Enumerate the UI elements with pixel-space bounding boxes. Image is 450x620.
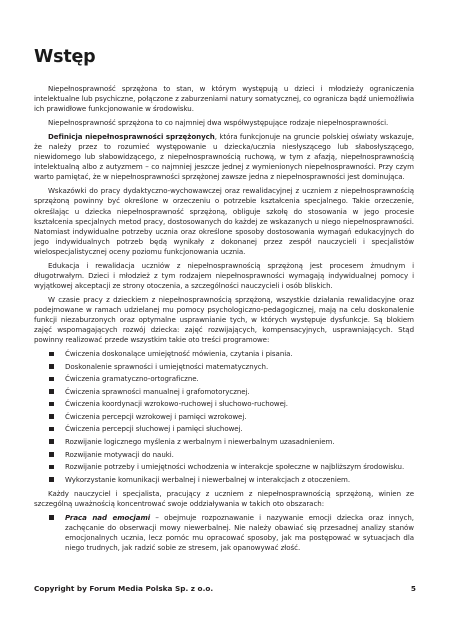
paragraph-education: Edukacja i rewalidacja uczniów z niepełnosprawnością sprzężoną jest procesem żmudnym i długotrwałym. Dzieci i młodzież z tym rodzajem niepełnosprawności wymagają indywidualnej pomocy i wyjątkowej akceptacji ze strony otoczenia, a szczególności nauczycieli i osób bliskich.: [34, 260, 414, 290]
list-item: [49, 362, 414, 372]
list-item: [49, 387, 414, 397]
square-bullet-icon: [49, 465, 54, 470]
area-text: – obejmuje rozpoznawanie i nazywanie emocji dziecka oraz innych, zachęcanie do obserwacji mowy niewerbalnej. Nie należy obawiać się przesadnej analizy stanów emocjonalnych ucznia, lecz pomóc mu opracować sposoby, jak ma postępować w sytuacjach dla niego trudnych, jak radzić sobie ze stresem, jak opanowywać złość.: [65, 512, 414, 552]
square-bullet-icon: [49, 452, 54, 457]
square-bullet-icon: [49, 439, 54, 444]
square-bullet-icon: [49, 389, 54, 394]
list-item: [49, 349, 414, 359]
square-bullet-icon: [49, 477, 54, 482]
list-item-text: Rozwijanie logicznego myślenia z werbalnym i niewerbalnym uzasadnieniem.: [65, 436, 335, 446]
list-item: [49, 399, 414, 409]
list-item-text: Ćwiczenia doskonalące umiejętność mówienia, czytania i pisania.: [65, 349, 293, 359]
paragraph-short-definition: Niepełnosprawność sprzężona to co najmniej dwa współwystępujące rodzaje niepełnosprawności.: [48, 118, 389, 128]
paragraph-guidelines: Wskazówki do pracy dydaktyczno-wychowawczej oraz rewalidacyjnej z uczniem z niepełnosprawnością sprzężoną powinny być określone w orzeczeniu o potrzebie kształcenia specjalnego. Takie orzeczenie, określając u dziecka niepełnosprawność sprzężoną, obliguje szkołę do stosowania w jego procesie kształcenia specjalnych metod pracy, dostosowanych do każdej ze wskazanych u niego niepełnosprawności. Natomiast indywidualne potrzeby ucznia oraz określone sposoby dostosowania wymagań edukacyjnych do jego indywidualnych potrzeb będą wynikały z dokonanej przez zespół nauczycieli i specjalistów wielospecjalistycznej oceny poziomu funkcjonowania ucznia.: [34, 186, 414, 256]
list-item-text: Rozwijanie potrzeby i umiejętności wchodzenia w interakcje społeczne w najbliższym środowisku.: [65, 462, 405, 472]
list-item-text: Ćwiczenia gramatyczno-ortograficzne.: [65, 374, 199, 384]
paragraph-definition: [34, 132, 414, 182]
list-item-text: Ćwiczenia percepcji wzrokowej i pamięci wzrokowej.: [65, 411, 247, 421]
copyright-text: Copyright by Forum Media Polska Sp. z o.o.: [34, 584, 214, 593]
list-item-text: Doskonalenie sprawności i umiejętności matematycznych.: [65, 361, 269, 371]
square-bullet-icon: [49, 352, 54, 357]
page-title: Wstęp: [34, 47, 96, 67]
square-bullet-icon: [49, 515, 54, 520]
document-body: [34, 84, 414, 557]
list-item: [49, 374, 414, 384]
area-term: Praca nad emocjami: [65, 512, 151, 522]
list-item: [49, 424, 414, 434]
list-item: [49, 462, 414, 472]
paragraph-rehabilitation: W czasie pracy z dzieckiem z niepełnosprawnością sprzężoną, wszystkie działania rewalidacyjne oraz podejmowane w ramach udzielanej mu pomocy psychologiczno-pedagogicznej, mają na celu doskonalenie funkcji niezaburzonych oraz optymalne usprawnianie tych, w których występuje dysfunkcje. Są blokiem zajęć wspomagających rozwój dziecka: zajęć rozwijających, kompensacyjnych, usprawniających. Stąd powinny realizować przede wszystkim takie oto treści programowe:: [34, 294, 414, 345]
list-item-text: Ćwiczenia sprawności manualnej i grafomotorycznej.: [65, 386, 250, 396]
list-item-text: Rozwijanie motywacji do nauki.: [65, 449, 174, 459]
list-item: [49, 437, 414, 447]
definition-term: Definicja niepełnosprawności sprzężonych: [48, 132, 215, 142]
paragraph-focus-areas: Każdy nauczyciel i specjalista, pracujący z uczniem z niepełnosprawnością sprzężoną, winien ze szczególną uważnością koncentrować swoje oddziaływania w takich oto obszarach:: [34, 488, 414, 508]
page-footer: [34, 584, 416, 593]
list-item-text: Ćwiczenia koordynacji wzrokowo-ruchowej i słuchowo-ruchowej.: [65, 399, 288, 409]
list-item: [49, 450, 414, 460]
focus-areas-list: [34, 513, 414, 553]
page-number: 5: [410, 584, 416, 593]
square-bullet-icon: [49, 414, 54, 419]
square-bullet-icon: [49, 377, 54, 382]
paragraph-intro: Niepełnosprawność sprzężona to stan, w którym występują u dzieci i młodzieży ograniczenia intelektualne lub psychiczne, połączone z zaburzeniami natury somatycznej, co ogranicza bądź uniemożliwia ich prawidłowe funkcjonowanie w środowisku.: [34, 84, 414, 114]
program-content-list: [34, 349, 414, 485]
list-item: [49, 475, 414, 485]
list-item-text: Wykorzystanie komunikacji werbalnej i niewerbalnej w interakcjach z otoczeniem.: [65, 474, 351, 484]
list-item-text: Ćwiczenia percepcji słuchowej i pamięci słuchowej.: [65, 424, 243, 434]
list-item: [49, 412, 414, 422]
square-bullet-icon: [49, 402, 54, 407]
square-bullet-icon: [49, 364, 54, 369]
list-item: [49, 513, 414, 553]
definition-text: , która funkcjonuje na gruncie polskiej oświaty wskazuje, że należy przez to rozumieć występowanie u dziecka/ucznia niesłyszącego lub słabosłyszącego, niewidomego lub słabowidzącego, z niepełnosprawnością ruchową, w tym z afazją, niepełnosprawnością intelektualną albo z autyzmem – co najmniej jeszcze jednej z wymienionych niepełnosprawności. Przy czym warto pamiętać, że w niepełnosprawności sprzężonej zawsze jedna z niepełnosprawności jest dominująca.: [34, 132, 414, 182]
square-bullet-icon: [49, 427, 54, 432]
